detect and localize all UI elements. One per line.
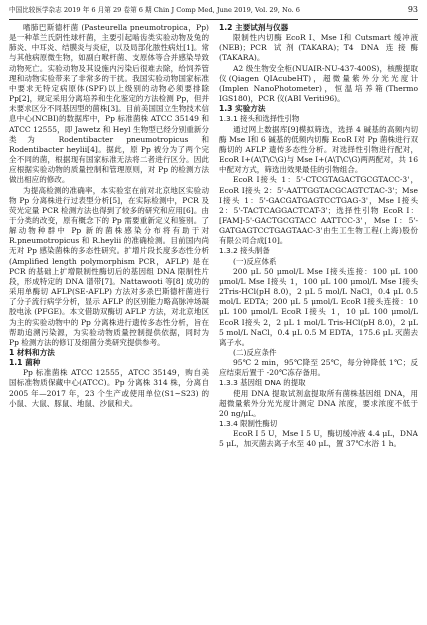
running-header (9, 3, 418, 17)
reaction-system-label: (一)反应体系 (232, 256, 277, 266)
primers-paragraph-2: EcoR Ⅰ接头 1：5'-CTCGTAGACTGCGTACC-3'，EcoR Ⅰ接头 2：5'-AATTGGTACGCAGTCTAC-3'；Mse Ⅰ接头 1：5'-GACGATGAGTCCTGAG-3'，Mse Ⅰ接头 2：5'-TACTCAGGACTCAT-3'；选择性引物 EcoR Ⅰ：[FAM]-5'-GACTGCGTACC AATTCC-3'，Mse Ⅰ：5'-GATGAGTCCTGAGTAAC-3'由生工生物工程(上海)股份有限公司合成[10]。 (219, 175, 418, 246)
primers-paragraph-1: 通过网上数据库[9]模拟筛选，选择 4 碱基的高频内切酶 Mse Ⅰ和 6 碱基的低频内切酶 EcoR Ⅰ对 Pp 菌株进行双酶切的 AFLP 遗传多态性分析。对选择性引物进行配对，EcoR Ⅰ+(A\T\C\G)与 Mse Ⅰ+(A\T\C\G)两两配对，共 16 中配对方式，筛选出效果最佳的引物组合。 (219, 124, 418, 175)
digestion-paragraph: EcoR Ⅰ 5 U，Mse Ⅰ 5 U，酶切缓冲液 4.4 μL，DNA 5 μL，加灭菌去离子水至 40 μL，置 37℃水浴 1 h。 (219, 429, 418, 449)
section-heading-methods: 1.3 实验方法 (219, 104, 266, 114)
left-column (9, 23, 209, 621)
reaction-system-paragraph: 200 μL 50 μmol/L Mse Ⅰ接头连接：100 μL 100 μmol/L Mse Ⅰ接头 1，100 μL 100 μmol/L Mse Ⅰ接头 2Tris-HCl(pH 8.0)，2 μL 5 mol/L NaCl，0.4 μL 0.5 mol/L EDTA；200 μL 5 μmol/L EcoR Ⅰ接头连接：10 μL 100 μmol/L EcoR Ⅰ接头 1，10 μL 100 μmol/L EcoR Ⅰ接头 2，2 μL 1 mol/L Tris-HCl(pH 8.0)，2 μL 5 mol/L NaCl，0.4 μL 0.5 M EDTA，175.6 μL 灭菌去离子水。 (219, 266, 418, 347)
reaction-condition-paragraph: 95℃ 2 min，95℃降至 25℃，每分钟降低 1℃；反应结束后置于 -20℃冻存备用。 (219, 358, 418, 378)
subsection-heading-digestion: 1.3.4 限制性酶切 (219, 419, 278, 429)
page-number: 93 (407, 5, 418, 14)
section-heading-reagents: 1.2 主要试剂与仪器 (219, 23, 289, 32)
subsection-heading-adapter: 1.3.2 接头制备 (219, 246, 270, 256)
strains-paragraph: Pp 标准菌株 ATCC 12555，ATCC 35149，购自美国标准物质保藏中心(ATCC)。Pp 分离株 314 株，分离自 2005 年—2017 年，23 个生产或使用单位(S1~S23) 的小鼠、大鼠、豚鼠、地鼠、沙鼠和犬。 (9, 368, 209, 408)
reagents-paragraph: 限制性内切酶 EcoR Ⅰ、Mse Ⅰ和 Cutsmart 缓冲液(NEB)；PCR 试剂(TAKARA)；T4 DNA 连接酶(TAKARA)。 (219, 33, 418, 63)
journal-header: 中国比较医学杂志 2019 年 6 月第 29 卷第 6 期 Chin J Comp Med, June 2019, Vol. 29, No. 6 (9, 6, 300, 14)
section-heading-materials-methods: 1 材料和方法 (9, 348, 55, 357)
instruments-paragraph: A2 级生物安全柜(NUAIR-NU-437-400S)，核酸提取仪(Qiagen QIAcubeHT)，超微量紫外分光光度计(Implen NanoPhotometer)，恒温培养箱(Thermo IGS180)，PCR 仪(ABI Veriti96)。 (219, 63, 418, 104)
section-heading-strains: 1.1 菌种 (9, 358, 41, 368)
subsection-heading-dna-extraction: 1.3.3 基因组 DNA 的提取 (219, 378, 306, 388)
header-rule (9, 19, 418, 20)
intro-paragraph-2: 为提高检测的准确率，本实验室在前对北京地区实验动物 Pp 分离株进行过表型分析[5]，在实际检测中，PCR 及荧光定量 PCR 检测方法也得到了较多的研究和应用[6]。由于分类的改变，原有概念下的 Pp 需要重新定义和鉴别。了解动物种群中 Pp 新的菌株感染分布将有助于对 R.pneumotropicus 和 R.heylii 的准确检测。目前国内尚无对 Pp 感染菌株的多态性研究。扩增片段长度多态性分析(Amplified length polymorphism PCR，AFLP) 是在 PCR 的基础上扩增限制性酶切后的基因组 DNA 限制性片段，形成特定的 DNA 谱带[7]。Nattawooti 等[8] 成功的采用单酶切 AFLP(SE-AFLP) 方法对多杀巴斯德杆菌进行了分子流行病学分析，显示 AFLP 的区别能力略高脉冲场凝胶电泳 (PFGE)。本文借助双酶切 AFLP 方法，对北京地区为主的实验动物中的 Pp 分离株进行遗传多态性分析，旨在帮助追溯污染源，为实验动物质量控制提供依据，同时为 Pp 检测方法的修订及细菌分类研究提供参考。 (9, 185, 209, 347)
intro-paragraph-1: 嗜肺巴斯德杆菌 (Pasteurella pneumotropica，Pp) 是一种革兰氏阴性球杆菌，主要引起啮齿类实验动物及兔的肺炎、中耳炎、结膜炎与炎症，以及局部化脓性病灶[1]。常与其他病原微生物，如副白喉杆菌、支原体等合并感染导致动物死亡。实验动物及其设施内污染后很难去除，给饲养管理和动物实验带来了非常多的干扰。我国实验动物国家标准中要求无特定病原体(SPF)以上级别的动物必须要排除 Pp[2]，规定采用分离培养和生化鉴定的方法检测 Pp，但并未要求区分不同基因型的菌株[3]。目前美国国立生物技术信息中心(NCBI)的数据库中，Pp 标准菌株 ATCC 35149 和 ATCC 12555，即 Jawetz 和 Heyl 生物型已经分别重新分类为 Rodentibacter pneumotropicus 和 Rodentibacter heylii[4]。据此，原 Pp 被分为了两个完全不同的菌，根据现有国家标准无法将二者进行区分。因此应根据实验动物的质量控制和管理原则，对 Pp 的检测方法做出相应的修改。 (9, 23, 209, 185)
subsection-heading-primers: 1.3.1 接头和选择性引物 (219, 114, 300, 124)
dna-extraction-paragraph: 使用 DNA 提取试剂盒提取所有菌株基因组 DNA，用超微量紫外分光光度计测定 DNA 浓度，要求浓度不低于 20 ng/μL。 (219, 388, 418, 418)
right-column (219, 23, 418, 621)
reaction-condition-label: (二)反应条件 (232, 348, 277, 357)
